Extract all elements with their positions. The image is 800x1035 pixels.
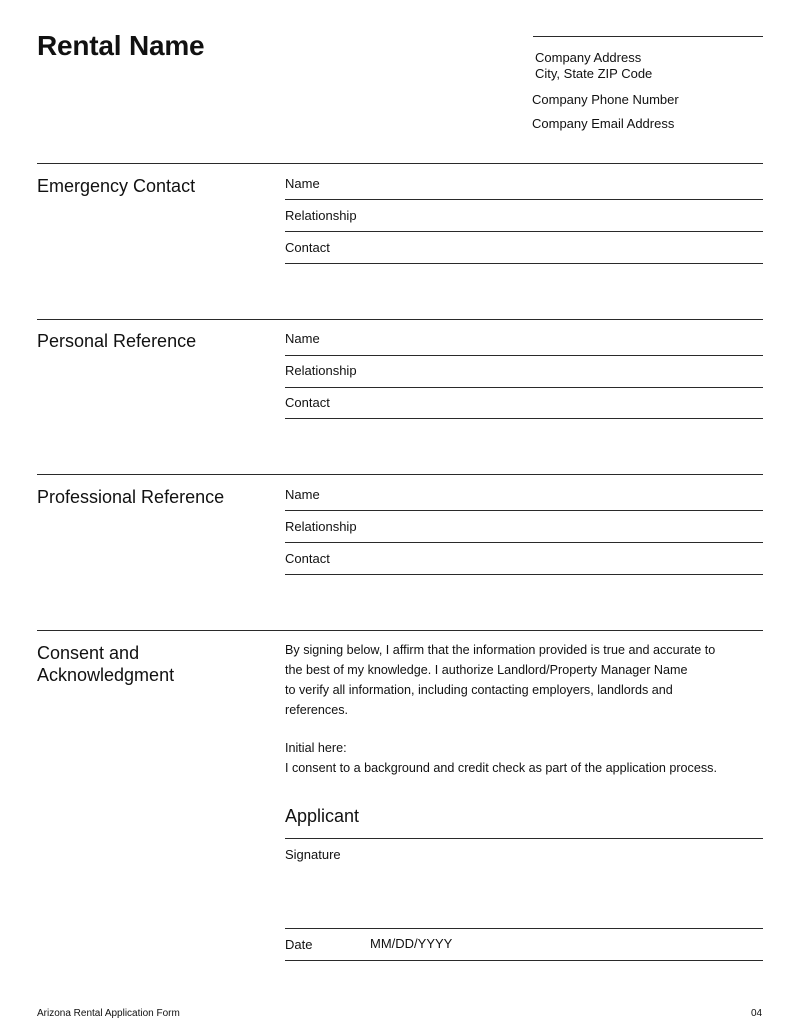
initial-block xyxy=(285,738,760,778)
name-field-line[interactable] xyxy=(285,355,763,356)
contact-field-label: Contact xyxy=(285,551,330,566)
paragraph-line: the best of my knowledge. I authorize Landlord/Property Manager Name xyxy=(285,663,688,677)
company-phone: Company Phone Number xyxy=(532,92,679,107)
name-field-label: Name xyxy=(285,487,320,502)
initial-statement: I consent to a background and credit check as part of the application process. xyxy=(285,761,717,775)
date-field[interactable]: MM/DD/YYYY xyxy=(370,936,453,951)
name-field-line[interactable] xyxy=(285,199,763,200)
relationship-field-line[interactable] xyxy=(285,542,763,543)
date-field-line xyxy=(285,960,763,961)
contact-field-line[interactable] xyxy=(285,574,763,575)
section-divider xyxy=(37,163,763,164)
consent-paragraph xyxy=(285,640,760,720)
section-title: Personal Reference xyxy=(37,331,197,351)
initial-label: Initial here: xyxy=(285,741,347,755)
section-divider xyxy=(37,319,763,320)
relationship-field-line[interactable] xyxy=(285,231,763,232)
signature-divider xyxy=(285,928,763,929)
name-field-label: Name xyxy=(285,331,320,346)
header-divider xyxy=(533,36,763,37)
section-title: Professional Reference xyxy=(37,487,225,507)
paragraph-line: references. xyxy=(285,703,348,717)
date-label: Date xyxy=(285,937,313,952)
page-number: 04 xyxy=(751,1008,763,1019)
relationship-field-label: Relationship xyxy=(285,208,357,223)
contact-field-line[interactable] xyxy=(285,418,763,419)
company-address: Company Address xyxy=(535,50,642,65)
section-title-line-1: Consent and xyxy=(37,643,140,663)
section-divider xyxy=(37,630,763,631)
name-field-label: Name xyxy=(285,176,320,191)
contact-field-label: Contact xyxy=(285,395,330,410)
paragraph-line: to verify all information, including contacting employers, landlords and xyxy=(285,683,673,697)
relationship-field-label: Relationship xyxy=(285,519,357,534)
applicant-divider xyxy=(285,838,763,839)
company-city-state-zip: City, State ZIP Code xyxy=(535,66,653,81)
footer-form-name: Arizona Rental Application Form xyxy=(37,1008,180,1019)
section-divider xyxy=(37,474,763,475)
company-email: Company Email Address xyxy=(532,116,675,131)
relationship-field-line[interactable] xyxy=(285,387,763,388)
section-title-line-2: Acknowledgment xyxy=(37,665,175,685)
contact-field-label: Contact xyxy=(285,240,330,255)
paragraph-line: By signing below, I affirm that the information provided is true and accurate to xyxy=(285,643,716,657)
signature-area[interactable] xyxy=(285,868,763,926)
page-title: Rental Name xyxy=(37,30,205,61)
relationship-field-label: Relationship xyxy=(285,363,357,378)
name-field-line[interactable] xyxy=(285,510,763,511)
applicant-heading: Applicant xyxy=(285,806,360,826)
signature-label: Signature xyxy=(285,847,341,862)
contact-field-line[interactable] xyxy=(285,263,763,264)
section-title: Emergency Contact xyxy=(37,176,196,196)
